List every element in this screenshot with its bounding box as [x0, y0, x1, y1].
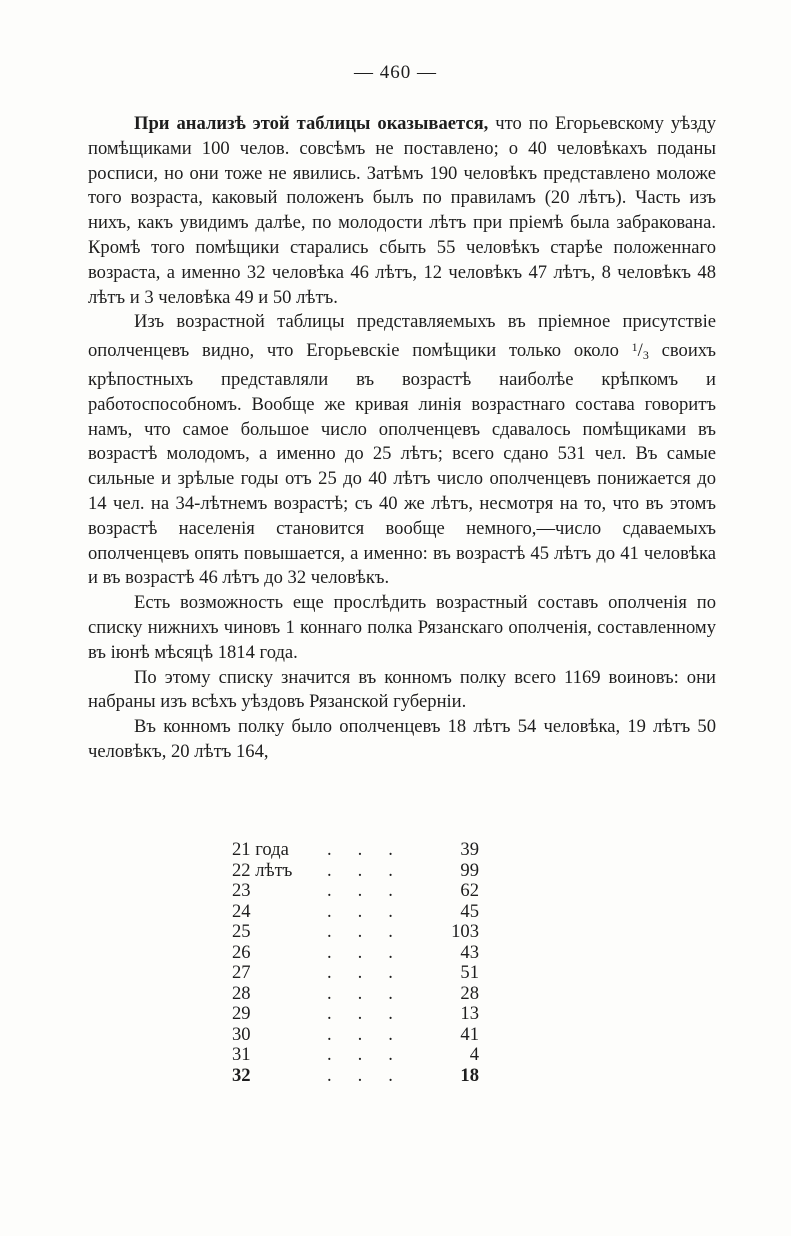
count-cell: 39 — [460, 839, 479, 860]
paragraph-3 — [88, 591, 716, 665]
paragraph-2-text: своихъ крѣпостныхъ представляли въ возрастѣ наиболѣе крѣпкомъ и работоспособномъ. Вообще же кривая линія возрастнаго состава говоритъ намъ, что самое большое число ополченцевъ сдавалось помѣщиками въ возрастѣ молодомъ, а именно до 25 лѣтъ; всего сдано 531 чел. Въ самые сильные и зрѣлые годы отъ 25 до 40 лѣтъ число ополченцевъ понижается до 14 чел. на 34-лѣтнемъ возрастѣ; съ 40 же лѣтъ, несмотря на то, что въ этомъ возрастѣ населенія становится вообще немного,—число сдаваемыхъ ополченцевъ опять повышается, а именно: въ возрастѣ 45 лѣтъ до 41 человѣка и въ возрастѣ 46 лѣтъ до 32 человѣкъ. — [88, 340, 716, 589]
page-number: — 460 — — [354, 62, 437, 83]
paragraph-2-text-start: Изъ возрастной таблицы представляемыхъ въ пріемное присутствіе ополченцевъ видно, что Егорьевскіе помѣщики только около — [88, 311, 716, 362]
leader-dots: ... — [327, 962, 419, 983]
age-cell: 28 — [232, 982, 251, 1004]
table-row — [232, 1066, 479, 1087]
count-cell: 28 — [460, 982, 479, 1004]
age-cell: 31 — [232, 1044, 251, 1065]
paragraph-2: Изъ возрастной таблицы представляемыхъ въ пріемное присутствіе ополченцевъ видно, что Егорьевскіе помѣщики только около $^1$/3 своихъ крѣпостныхъ представляли въ возрастѣ наиболѣе крѣпкомъ и работоспособномъ. Вообще же кривая линія возрастнаго состава говоритъ намъ, что самое большое число ополченцевъ сдавалось помѣщиками въ возрастѣ молодомъ, а именно до 25 лѣтъ; всего сдано 531 чел. Въ самые сильные и зрѣлые годы отъ 25 до 40 лѣтъ число ополченцевъ понижается до 14 чел. на 34-лѣтнемъ возрастѣ; съ 40 же лѣтъ, несмотря на то, что въ этомъ возрастѣ населенія становится вообще немного,—число сдаваемыхъ ополченцевъ опять повышается, а именно: въ возрастѣ 45 лѣтъ до 41 человѣка и въ возрастѣ 46 лѣтъ до 32 человѣкъ. — [88, 311, 716, 589]
table-row — [232, 881, 479, 902]
leader-dots: ... — [327, 859, 419, 881]
count-cell: 18 — [460, 1064, 479, 1086]
table-row — [232, 984, 479, 1005]
age-cell: 29 — [232, 1003, 251, 1024]
leader-dots: ... — [327, 880, 419, 901]
leader-dots: ... — [327, 1003, 419, 1024]
leader-dots: ... — [327, 1064, 419, 1086]
table-row — [232, 902, 479, 923]
leader-dots: ... — [327, 900, 419, 922]
table-row — [232, 1045, 479, 1066]
table-row — [232, 1004, 479, 1025]
count-cell: 62 — [460, 880, 479, 901]
age-cell: 32 — [232, 1064, 251, 1086]
count-cell: 41 — [460, 1023, 479, 1045]
count-cell: 13 — [460, 1003, 479, 1024]
table-row — [232, 840, 479, 861]
count-cell: 43 — [460, 941, 479, 963]
table-row — [232, 861, 479, 882]
table-row — [232, 963, 479, 984]
age-cell: 22 лѣтъ — [232, 859, 293, 881]
table-row — [232, 922, 479, 943]
age-cell: 27 — [232, 962, 251, 983]
count-cell: 4 — [469, 1044, 479, 1065]
paragraph-1-bold-lead: При анализѣ этой таблицы оказывается, — [134, 113, 489, 134]
count-cell: 45 — [460, 900, 479, 922]
paragraph-5 — [88, 715, 716, 765]
table-row — [232, 943, 479, 964]
age-cell: 30 — [232, 1023, 251, 1045]
paragraph-4 — [88, 666, 716, 716]
leader-dots: ... — [327, 921, 419, 942]
fraction-numerator: 1 — [631, 340, 638, 355]
paragraph-3-text: Есть возможность еще прослѣдить возрастный составъ ополченія по списку нижнихъ чиновъ 1 коннаго полка Рязанскаго ополченія, составленному въ іюнѣ мѣсяцѣ 1814 года. — [88, 592, 716, 663]
paragraph-5-text: Въ конномъ полку было ополченцевъ 18 лѣтъ 54 человѣка, 19 лѣтъ 50 человѣкъ, 20 лѣтъ 164, — [88, 716, 716, 762]
age-cell: 21 года — [232, 839, 289, 860]
count-cell: 103 — [451, 921, 479, 942]
body-text — [88, 112, 716, 765]
leader-dots: ... — [327, 1023, 419, 1045]
fraction-denominator: 3 — [642, 348, 649, 363]
count-cell: 51 — [460, 962, 479, 983]
paragraph-1 — [88, 112, 716, 310]
leader-dots: ... — [327, 839, 419, 860]
age-cell: 26 — [232, 941, 251, 963]
leader-dots: ... — [327, 1044, 419, 1065]
paragraph-4-text: По этому списку значится въ конномъ полку всего 1169 воиновъ: они набраны изъ всѣхъ уѣздовъ Рязанской губерніи. — [88, 666, 716, 713]
count-cell: 99 — [460, 859, 479, 881]
age-cell: 23 — [232, 880, 251, 901]
leader-dots: ... — [327, 982, 419, 1004]
age-cell: 25 — [232, 921, 251, 942]
age-table — [232, 840, 479, 1086]
table-row — [232, 1025, 479, 1046]
leader-dots: ... — [327, 941, 419, 963]
age-table-body — [232, 840, 479, 1086]
age-cell: 24 — [232, 900, 251, 922]
paragraph-1-text: что по Егорьевскому уѣзду помѣщиками 100 челов. совсѣмъ не поставлено; о 40 человѣкахъ поданы росписи, но они тоже не явились. Затѣмъ 190 человѣкъ представлено моложе того возраста, каковый положенъ былъ по правиламъ (20 лѣтъ). Часть изъ нихъ, какъ увидимъ далѣе, по молодости лѣтъ при пріемѣ была забракована. Кромѣ того помѣщики старались сбыть 55 человѣкъ старѣе положеннаго возраста, а именно 32 человѣка 46 лѣтъ, 12 человѣкъ 47 лѣтъ, 8 человѣкъ 48 лѣтъ и 3 человѣка 49 и 50 лѣтъ. — [88, 113, 716, 308]
